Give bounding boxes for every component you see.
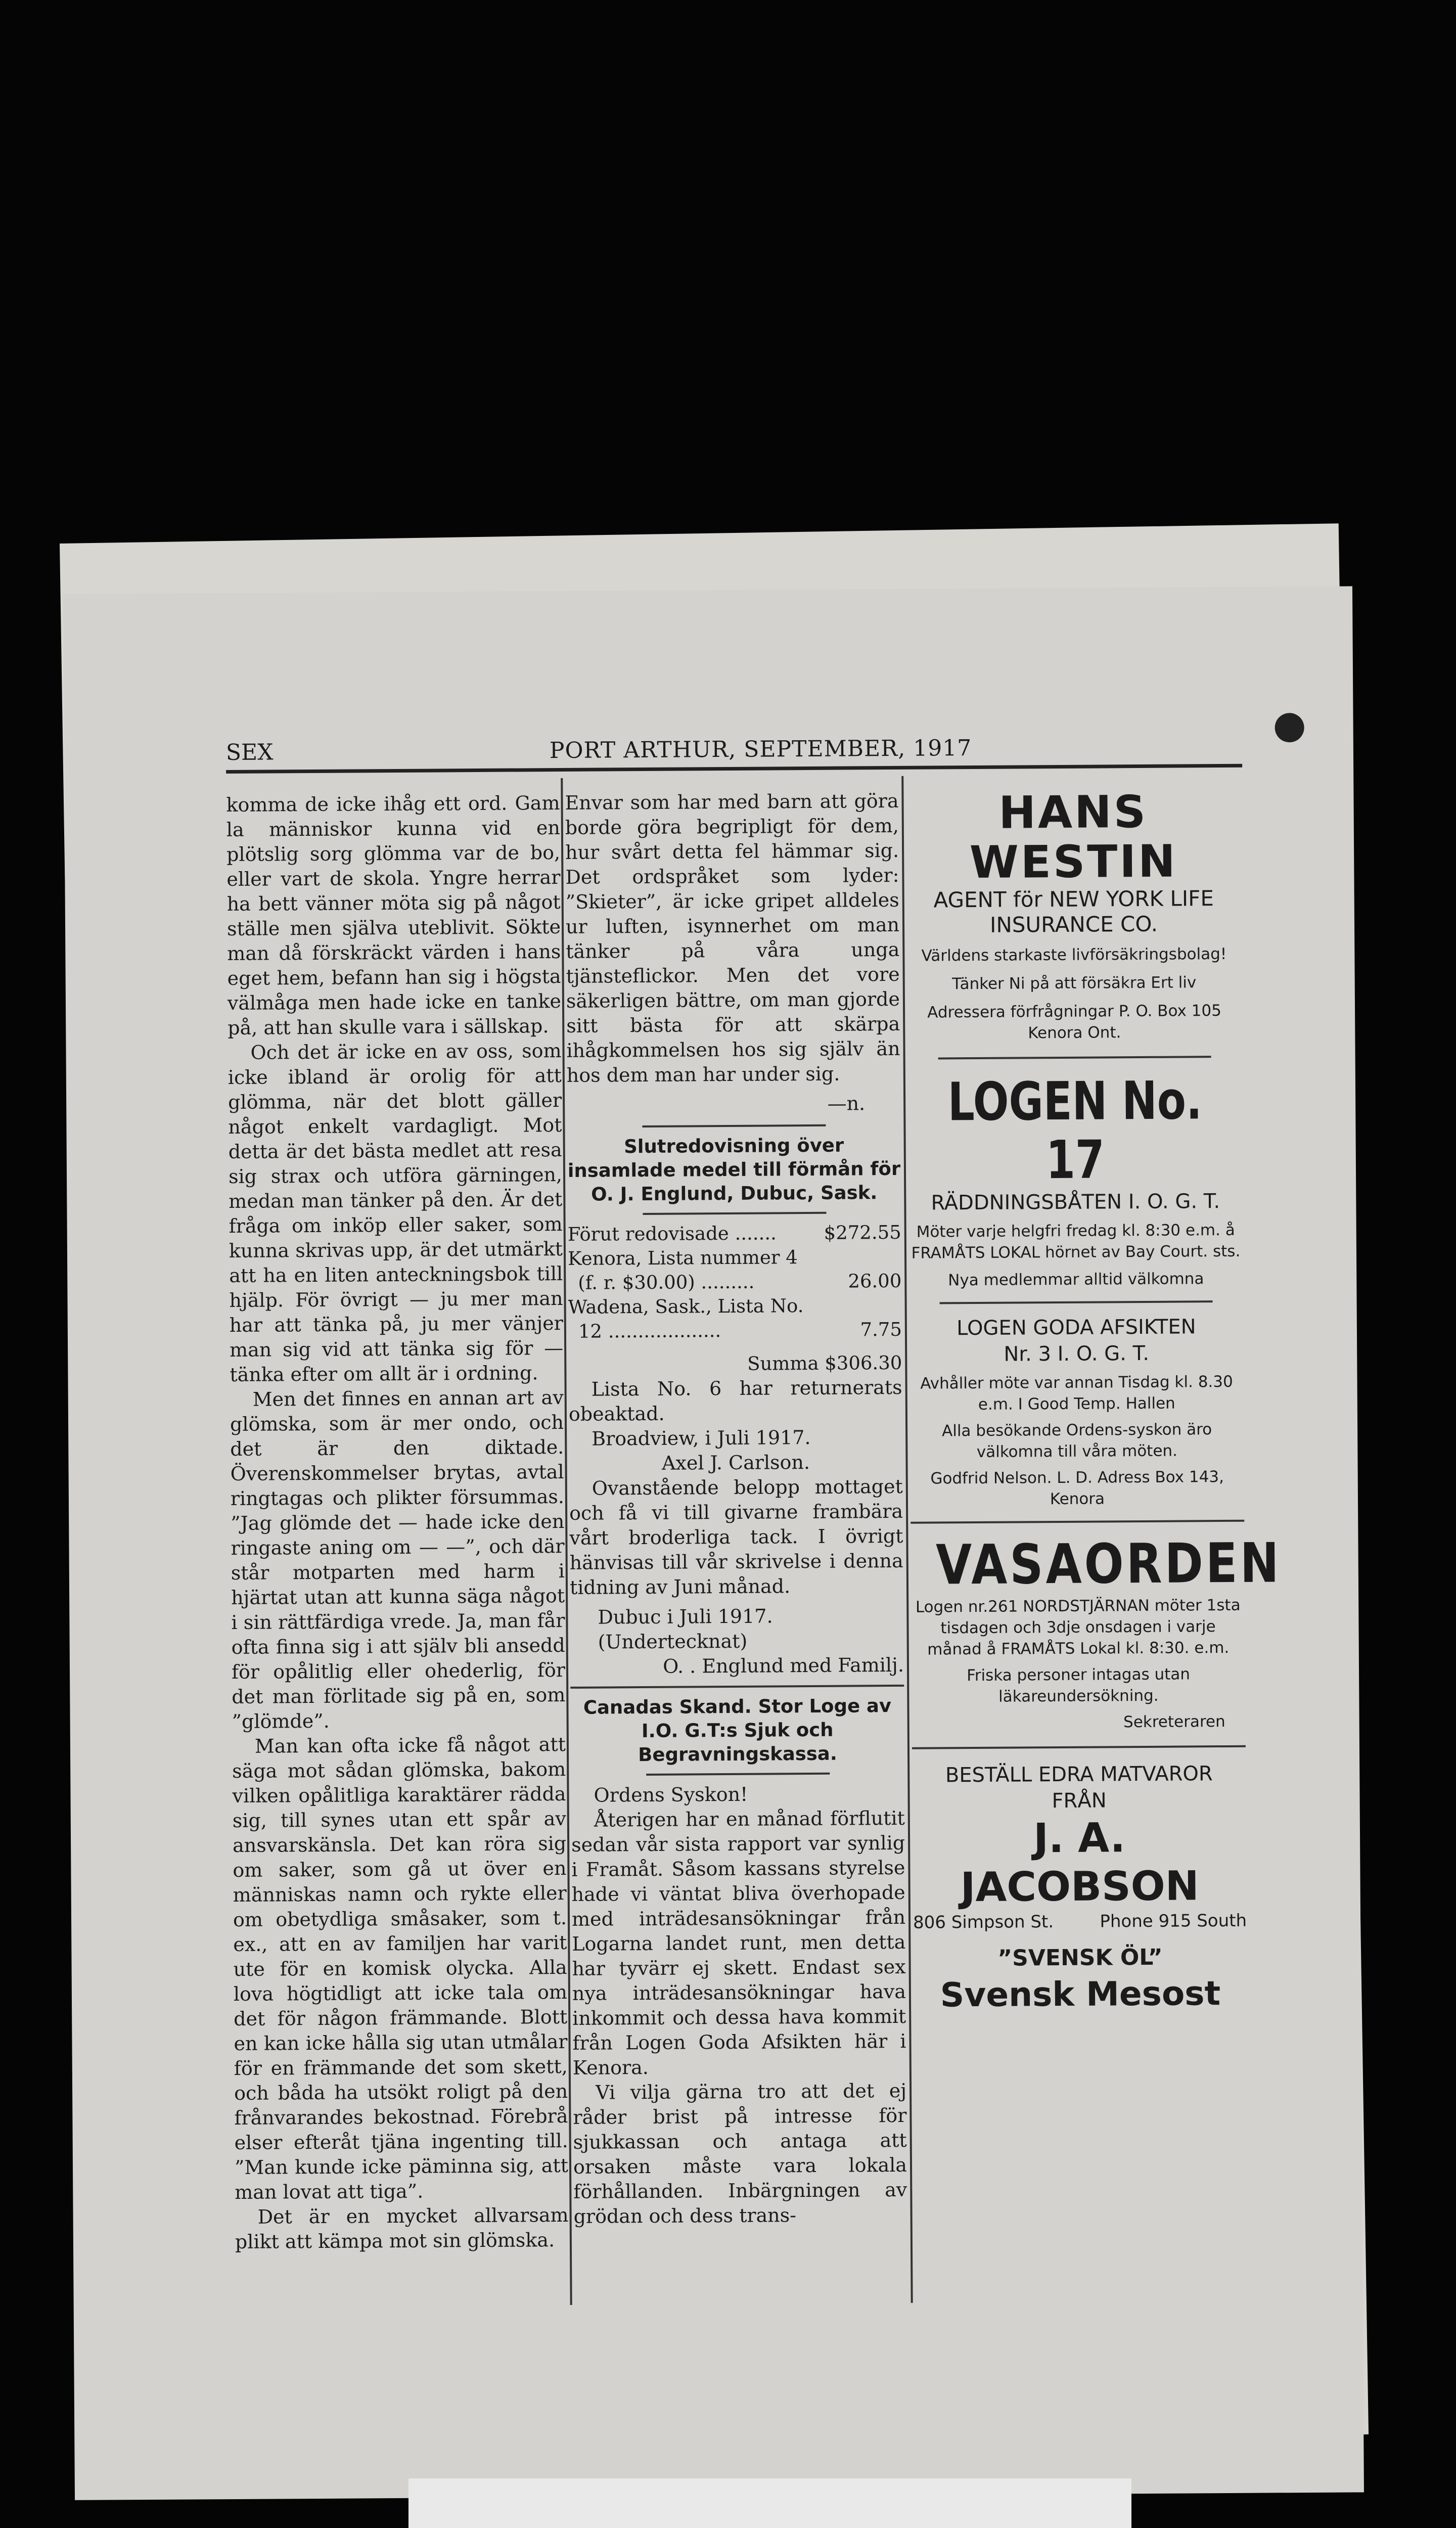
divider [938, 1056, 1211, 1059]
donation-ledger [568, 1221, 902, 1377]
article-paragraph: Envar som har med barn att göra borde göra begripligt för dem, hur svårt detta fel hämmar sig. Det ordspråket som lyder: ”Skieter”, är icke gripet alldeles ur luften, isynnerhet om man tänker på våra unga tjänsteflickor. Men det vore säkerligen bättre, om man gjorde sitt bästa för att skärpa ihågkommelsen hos sig själv än hos dem man har under sig. [565, 789, 900, 1087]
article-paragraph: komma de icke ihåg ett ord. Gam la människor kunna vid en plötslig sorg glömma var de bo, eller vart de skola. Yngre herrar ha bett vänner möta sig på något ställe men själva uteblivit. Sökte man då förskräckt värden i hans eget hem, befann han sig i högsta välmåga men hade icke en tanke på, att han skulle vara i sällskap. [226, 792, 562, 1040]
ad-phone: Phone 915 South [1100, 1910, 1247, 1932]
ad-address: 806 Simpson St. [913, 1912, 1054, 1933]
ad-text: Tänker Ni på att försäkra Ert liv [952, 973, 1197, 994]
ad-text: Avhåller möte var annan Tisdag kl. 8.30 e.m. I Good Temp. Hallen [920, 1372, 1233, 1414]
ad-text: Möter varje helgfri fredag kl. 8:30 e.m. å FRAMÅTS LOKAL hörnet av Bay Court. sts. [911, 1221, 1241, 1262]
dateline: PORT ARTHUR, SEPTEMBER, 1917 [549, 735, 972, 764]
ad-product: Svensk Mesost [940, 1974, 1221, 2015]
ledger-amount: $272.55 [824, 1221, 901, 1244]
ledger-label: (f. r. $30.00) ......... [578, 1271, 755, 1294]
page-label: SEX [225, 739, 274, 766]
ledger-amount: 26.00 [848, 1270, 902, 1292]
divider [646, 1773, 830, 1776]
divider [643, 1212, 826, 1215]
ad-title: VASAORDEN [935, 1531, 1282, 1597]
ad-text: Logen nr.261 NORDSTJÄRNAN möter 1sta tisdagen och 3dje onsdagen i varje månad å FRAMÅTS Lokal kl. 8:30. e.m. [915, 1596, 1241, 1659]
ad-text: Alla besökande Ordens-syskon äro välkomna till våra möten. [941, 1420, 1212, 1461]
section-heading: Slutredovisning över insamlade medel till förmån för O. J. Englund, Dubuc, Sask. [567, 1134, 901, 1205]
ad-signature: Sekreteraren [1123, 1712, 1225, 1732]
ad-title: J. A. JACOBSON [960, 1814, 1199, 1911]
ledger-label: Wadena, Sask., Lista No. [568, 1295, 804, 1318]
ad-contact-row [913, 1910, 1247, 1933]
divider [912, 1745, 1246, 1749]
salutation: Ordens Syskon! [594, 1783, 748, 1807]
article-column-2 [565, 789, 907, 2229]
article-paragraph: Man kan ofta icke få något att säga mot sådan glömska, bakom vilken opålitliga karaktärer rädda sig, till synes utan ett spår av ansvarskänsla. Det kan röra sig om saker, som gå ut över en människas namn och rykte eller om obetydliga småsaker, som t. ex., att en av familjen har varit ute för en komisk olycka. Alla lova högtidligt att icke tala om det för någon främmande. Blott en kan icke hålla sig utan utmålar för en främmande det som skett, och båda ha utsökt roligt på den frånvarandes bekostnad. Förebrå elser efteråt tjäna ingenting till. ”Man kunde icke päminna sig, att man lovat att tiga”. [232, 1733, 569, 2203]
ad-subtitle: Nr. 3 I. O. G. T. [1004, 1341, 1150, 1366]
article-paragraph: Ovanstående belopp mottaget och få vi till givarne frambära vårt broderliga tack. I övrigt hänvisas till vår skrivelse i denna tidning av Juni månad. [569, 1475, 903, 1599]
closing-place: Dubuc i Juli 1917. [598, 1605, 773, 1629]
article-paragraph: Vi vilja gärna tro att det ej råder brist på intresse för sjukkassan och antaga att orsaken måste vara lokala förhållanden. Inbärgningen av grödan och dess trans- [573, 2079, 907, 2228]
closing-signature-label: (Undertecknat) [598, 1630, 748, 1653]
article-paragraph: Det är en mycket allvarsam plikt att kämpa mot sin glömska. [235, 2203, 569, 2253]
ad-title: LOGEN GODA AFSIKTEN [956, 1315, 1196, 1340]
ad-subtitle: RÄDDNINGSBÅTEN I. O. G. T. [931, 1190, 1220, 1215]
ledger-label: 12 ................... [578, 1320, 721, 1342]
closing-signature: O. . Englund med Familj. [662, 1653, 904, 1678]
ad-text: Godfrid Nelson. L. D. Adress Box 143, Kenora [930, 1468, 1224, 1509]
ledger-label: Förut redovisade ....... [567, 1222, 777, 1245]
article-paragraph: Och det är icke en av oss, som icke ibland är orolig för att glömma, när det blott gäller något enkelt vardagligt. Mot detta är det bästa medlet att resa sig strax och utföra gärningen, medan man tänker på den. Är det fråga om inköp eller saker, som kunna skrivas upp, är det utmärkt att ha en liten anteckningsbok till hjälp. För övrigt — ju mer man har att tänka på, ju mer vänjer man sig vid att tänka sig för — tänka efter om allt är i ordning. [228, 1039, 564, 1386]
binder-hole [1275, 713, 1304, 742]
ads-column [906, 785, 1282, 2015]
ad-text: Adressera förfrågningar P. O. Box 105 Kenora Ont. [927, 1002, 1222, 1043]
ledger-amount: 7.75 [860, 1318, 902, 1341]
ledger-label: Kenora, Lista nummer 4 [567, 1246, 798, 1270]
ledger-total: Summa $306.30 [747, 1351, 902, 1375]
newspaper-page [63, 586, 1364, 2500]
divider [570, 1685, 904, 1689]
article-paragraph: Men det finnes en annan art av glömska, som är mer ondo, och det är den diktade. Överenskommelser brytas, avtal ringtagas och plikter försummas. ”Jag glömde det — hade icke den ringaste aning om — —”, och där står motparten med harm i hjärtat utan att kunna säga något i sin rättfärdiga vrede. Ja, man får ofta finna sig i att själv bli ansedd för opålitlig eller ohederlig, för det man förlitade sig på en, som ”glömde”. [230, 1386, 566, 1733]
ad-text: Nya medlemmar alltid välkomna [948, 1270, 1204, 1290]
ad-title: HANS WESTIN [969, 785, 1178, 889]
divider [642, 1124, 826, 1127]
ad-text: Världens starkaste livförsäkringsbolag! [921, 944, 1227, 965]
signer-name: Axel J. Carlson. [661, 1451, 810, 1474]
divider [911, 1520, 1244, 1524]
article-paragraph: Lista No. 6 har returnerats obeaktad. [568, 1376, 902, 1425]
dateline-place: Broadview, i Juli 1917. [592, 1426, 811, 1450]
closing-block [570, 1603, 904, 1680]
article-column-1 [226, 791, 569, 2254]
divider [940, 1300, 1213, 1304]
article-paragraph: Återigen har en månad förflutit sedan vår sista rapport var synlig i Framåt. Såsom kassans styrelse hade vi väntat bliva överhopade med inträdesansökningar från Logarna landet runt, men detta har tyvärr ej skett. Endast sex nya inträdesansökningar hava inkommit och dessa hava kommit från Logen Goda Afsikten här i Kenora. [571, 1807, 906, 2079]
ad-text: BESTÄLL EDRA MATVAROR [945, 1762, 1213, 1787]
ad-title: LOGEN No. 17 [947, 1069, 1202, 1191]
ad-text: Friska personer intagas utan läkareundersökning. [967, 1665, 1191, 1706]
ad-text: FRÅN [1052, 1789, 1107, 1813]
article-signature: —n. [827, 1092, 866, 1115]
ad-product: ”SVENSK ÖL” [997, 1944, 1163, 1971]
archive-reference-label [408, 2478, 1131, 2528]
section-heading: Canadas Skand. Stor Loge av I.O. G.T:s Sjuk och Begravningskassa. [583, 1695, 892, 1766]
ad-subtitle: AGENT för NEW YORK LIFE INSURANCE CO. [933, 886, 1214, 937]
masthead [226, 734, 1242, 774]
